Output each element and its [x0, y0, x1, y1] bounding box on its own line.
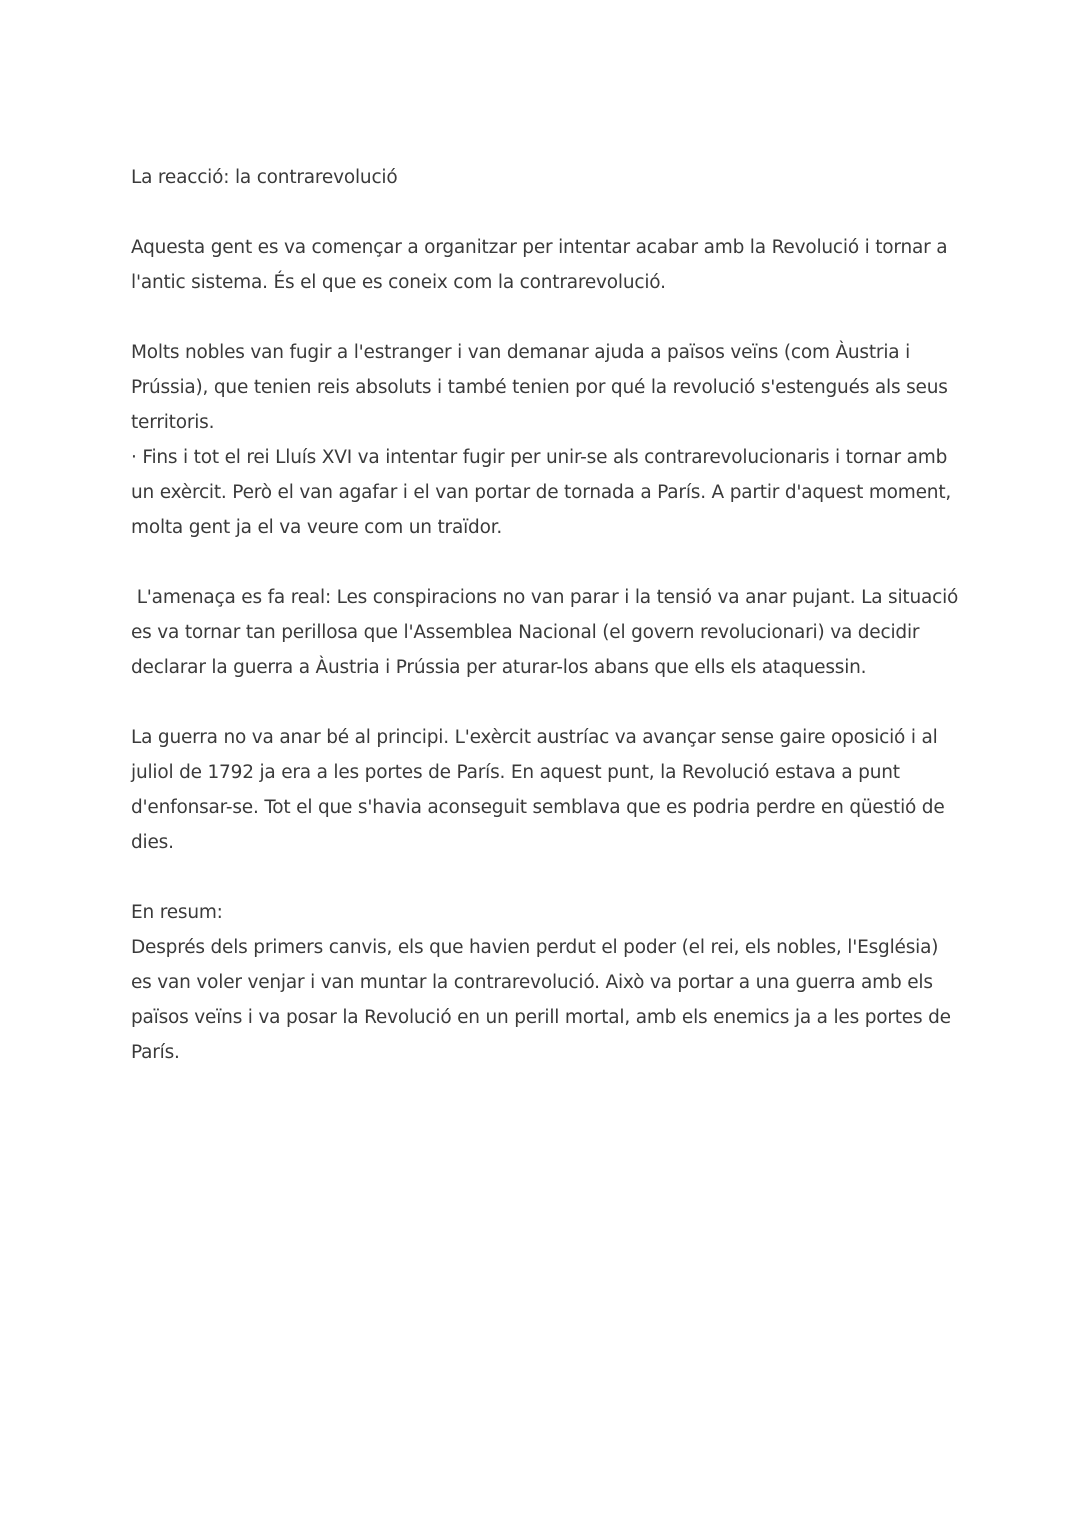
paragraph-nobles-flee: Molts nobles van fugir a l'estranger i van demanar ajuda a països veïns (com Àustria i Prússia), que tenien reis absoluts i també tenien por qué la revolució s'estengués als seus territoris.	[131, 342, 948, 433]
spacer	[131, 545, 961, 580]
spacer	[131, 300, 961, 335]
paragraph-war: La guerra no va anar bé al principi. L'exèrcit austríac va avançar sense gaire oposició i al juliol de 1792 ja era a les portes de París. En aquest punt, la Revolució estava a punt d'enfonsar-se. Tot el que s'havia aconseguit semblava que es podria perdre en qüestió de dies.	[131, 727, 945, 853]
spacer	[131, 860, 961, 895]
summary-text: Després dels primers canvis, els que havien perdut el poder (el rei, els nobles, l'Església) es van voler venjar i van muntar la contrarevolució. Això va portar a una guerra amb els països veïns i va posar la Revolució en un perill mortal, amb els enemics ja a les portes de París.	[131, 937, 951, 1063]
paragraph-threat-real: L'amenaça es fa real: Les conspiracions no van parar i la tensió va anar pujant. La situació es va tornar tan perillosa que l'Assemblea Nacional (el govern revolucionari) va decidir declarar la guerra a Àustria i Prússia per aturar-los abans que ells els ataquessin.	[131, 587, 964, 678]
paragraph-counterrevolution-intro: Aquesta gent es va començar a organitzar per intentar acabar amb la Revolució i tornar a l'antic sistema. És el que es coneix com la contrarevolució.	[131, 237, 948, 293]
paragraph-king-escape: · Fins i tot el rei Lluís XVI va intentar fugir per unir-se als contrarevolucionaris i tornar amb un exèrcit. Però el van agafar i el van portar de tornada a París. A partir d'aquest moment, molta gent ja el va veure com un traïdor.	[131, 447, 952, 538]
summary-heading: En resum:	[131, 902, 223, 923]
spacer	[131, 195, 961, 230]
spacer	[131, 685, 961, 720]
document-title: La reacció: la contrarevolució	[131, 167, 398, 188]
document-body	[131, 160, 964, 1070]
